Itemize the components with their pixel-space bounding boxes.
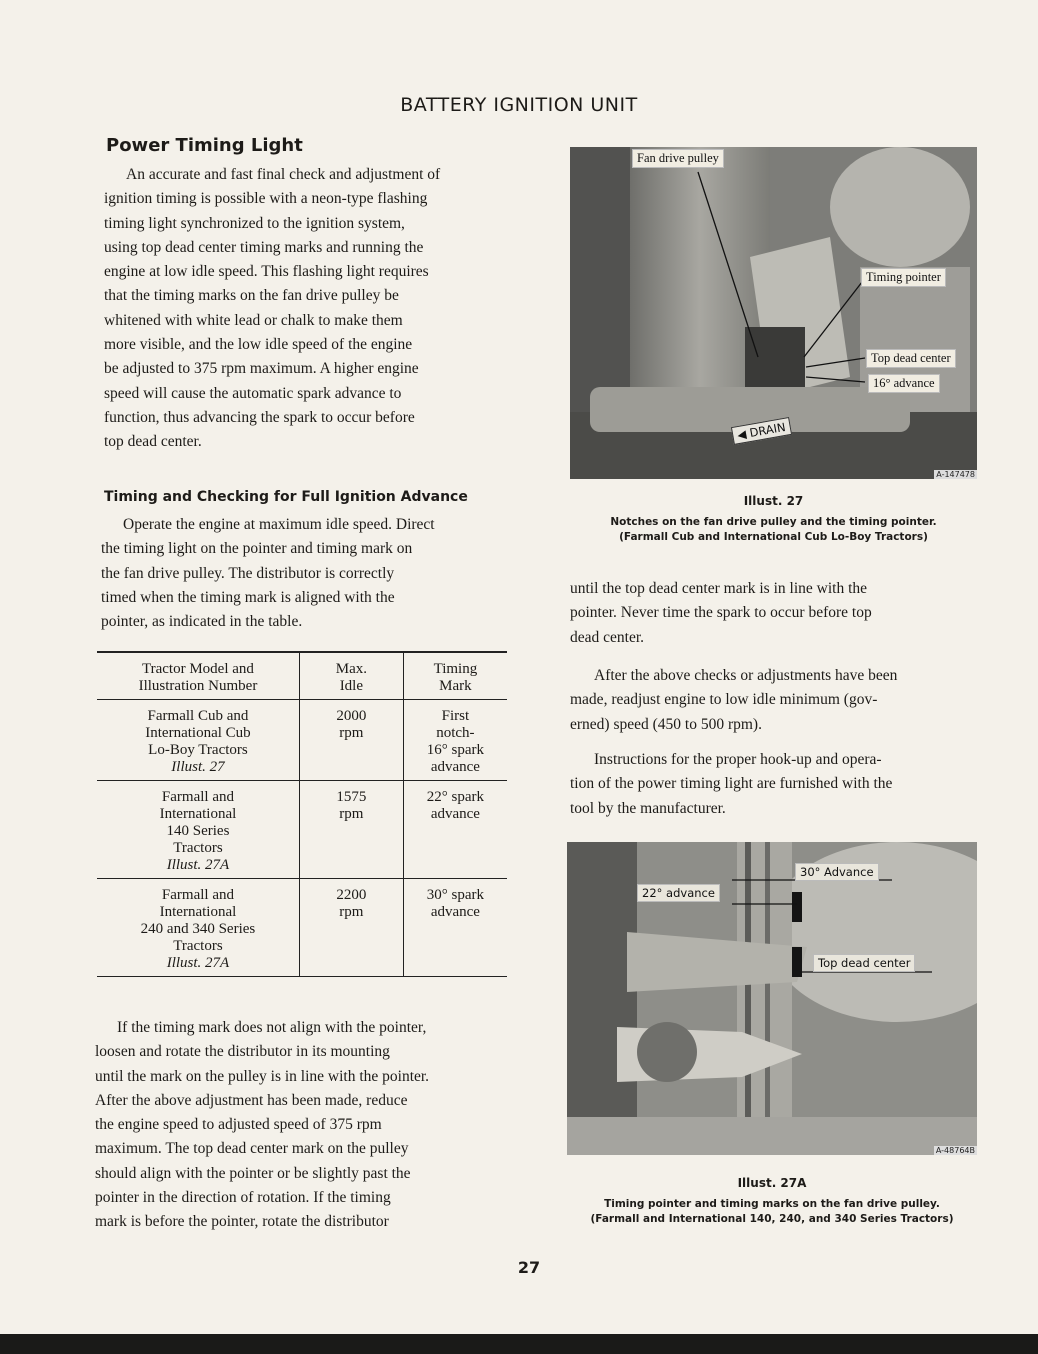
text-line: made, readjust engine to low idle minimum (gov- bbox=[570, 691, 878, 709]
table-cell-mark: 22° spark advance bbox=[426, 789, 485, 822]
text-line: pointer. Never time the spark to occur before top bbox=[570, 604, 872, 622]
table-cell-idle: 2000 rpm bbox=[299, 700, 403, 781]
callout-top-dead-center-2: Top dead center bbox=[813, 954, 915, 972]
text-line: Instructions for the proper hook-up and opera- bbox=[594, 751, 882, 768]
right-paragraph-1 bbox=[570, 577, 980, 650]
text-line: until the top dead center mark is in line with the bbox=[570, 580, 868, 597]
text-line: timed when the timing mark is aligned with the bbox=[101, 588, 395, 606]
text-line: mark is before the pointer, rotate the distributor bbox=[95, 1213, 389, 1231]
right-paragraph-2 bbox=[570, 664, 980, 737]
text-line: speed will cause the automatic spark advance to bbox=[104, 384, 402, 402]
text-line: the engine speed to adjusted speed of 375 rpm bbox=[95, 1116, 382, 1134]
callout-top-dead-center: Top dead center bbox=[866, 349, 956, 368]
figure2-label: Illust. 27A bbox=[737, 1176, 807, 1190]
drain-label: ◀ DRAIN bbox=[731, 417, 792, 445]
text-line: timing light synchronized to the ignition system, bbox=[104, 214, 405, 232]
text-line: that the timing marks on the fan drive pulley be bbox=[104, 287, 399, 305]
table-header-idle: Max. Idle bbox=[299, 652, 403, 700]
text-line: the fan drive pulley. The distributor is correctly bbox=[101, 564, 395, 582]
text-line: After the above checks or adjustments have been bbox=[594, 667, 898, 684]
page-number: 27 bbox=[517, 1258, 541, 1277]
table-row bbox=[97, 700, 507, 781]
text-line: whitened with white lead or chalk to make them bbox=[104, 311, 403, 329]
table-cell-mark: First notch- 16° spark advance bbox=[426, 708, 485, 775]
table-cell-idle: 2200 rpm bbox=[299, 879, 403, 977]
text-line: the timing light on the pointer and timing mark on bbox=[101, 540, 413, 558]
table-header-row bbox=[97, 652, 507, 700]
text-line: tion of the power timing light are furnished with the bbox=[570, 775, 893, 793]
text-line: loosen and rotate the distributor in its mounting bbox=[95, 1043, 390, 1061]
text-line: using top dead center timing marks and running the bbox=[104, 238, 424, 256]
section2-paragraph bbox=[101, 513, 509, 634]
text-line: tool by the manufacturer. bbox=[570, 799, 726, 817]
text-line: top dead center. bbox=[104, 433, 202, 451]
text-line: maximum. The top dead center mark on the pulley bbox=[95, 1140, 409, 1158]
table-cell-model: Farmall and International 240 and 340 Series Tractors Illust. 27A bbox=[97, 879, 299, 977]
text-line: After the above adjustment has been made, reduce bbox=[95, 1091, 408, 1109]
illustration-27-photo bbox=[570, 147, 977, 479]
callout-30-advance: 30° Advance bbox=[795, 863, 879, 881]
callout-fan-drive-pulley: Fan drive pulley bbox=[632, 149, 724, 168]
pulley-marks-photo-illustration bbox=[567, 842, 977, 1155]
figure1-label: Illust. 27 bbox=[743, 494, 804, 508]
timing-table bbox=[97, 651, 507, 977]
figure1-caption: Notches on the fan drive pulley and the timing pointer. (Farmall Cub and International Cub Lo-Boy Tractors) bbox=[610, 516, 937, 543]
text-line: If the timing mark does not align with the pointer, bbox=[117, 1019, 427, 1036]
scan-edge bbox=[0, 1334, 1038, 1354]
text-line: dead center. bbox=[570, 628, 645, 646]
table-header-mark: Timing Mark bbox=[433, 661, 478, 694]
callout-timing-pointer: Timing pointer bbox=[861, 268, 946, 287]
bottom-left-paragraph bbox=[95, 1016, 503, 1235]
table-cell-idle: 1575 rpm bbox=[299, 781, 403, 879]
table-row bbox=[97, 781, 507, 879]
text-line: An accurate and fast final check and adjustment of bbox=[126, 166, 441, 183]
text-line: more visible, and the low idle speed of the engine bbox=[104, 336, 413, 354]
text-line: erned) speed (450 to 500 rpm). bbox=[570, 715, 762, 733]
text-line: be adjusted to 375 rpm maximum. A higher engine bbox=[104, 360, 419, 378]
table-row bbox=[97, 879, 507, 977]
table-cell-model: Farmall Cub and International Cub Lo-Boy Tractors Illust. 27 bbox=[97, 700, 299, 781]
page-title: BATTERY IGNITION UNIT bbox=[400, 94, 638, 116]
photo-reference-number: A-147478 bbox=[936, 470, 975, 479]
illustration-27a-photo bbox=[567, 842, 977, 1155]
text-line: Operate the engine at maximum idle speed. Direct bbox=[123, 516, 435, 533]
text-line: until the mark on the pulley is in line with the pointer. bbox=[95, 1067, 430, 1085]
section-heading-power-timing-light: Power Timing Light bbox=[106, 135, 303, 156]
right-paragraph-3 bbox=[570, 748, 980, 821]
figure2-caption: Timing pointer and timing marks on the fan drive pulley. (Farmall and International 140, 240, and 340 Series Tractors) bbox=[590, 1198, 954, 1225]
text-line: pointer in the direction of rotation. If the timing bbox=[95, 1189, 391, 1207]
table-cell-mark: 30° spark advance bbox=[426, 887, 485, 920]
callout-22-advance: 22° advance bbox=[637, 884, 720, 902]
section-heading-full-advance: Timing and Checking for Full Ignition Advance bbox=[104, 489, 468, 505]
photo-reference-number: A-48764B bbox=[935, 1146, 975, 1155]
table-header-model: Tractor Model and Illustration Number bbox=[97, 652, 299, 700]
section1-paragraph bbox=[104, 163, 514, 455]
text-line: pointer, as indicated in the table. bbox=[101, 613, 303, 631]
table-cell-model: Farmall and International 140 Series Tractors Illust. 27A bbox=[97, 781, 299, 879]
text-line: engine at low idle speed. This flashing light requires bbox=[104, 263, 429, 281]
text-line: should align with the pointer or be slightly past the bbox=[95, 1164, 411, 1182]
text-line: function, thus advancing the spark to occur before bbox=[104, 408, 415, 426]
callout-16-advance: 16° advance bbox=[868, 374, 940, 393]
text-line: ignition timing is possible with a neon-type flashing bbox=[104, 190, 428, 208]
